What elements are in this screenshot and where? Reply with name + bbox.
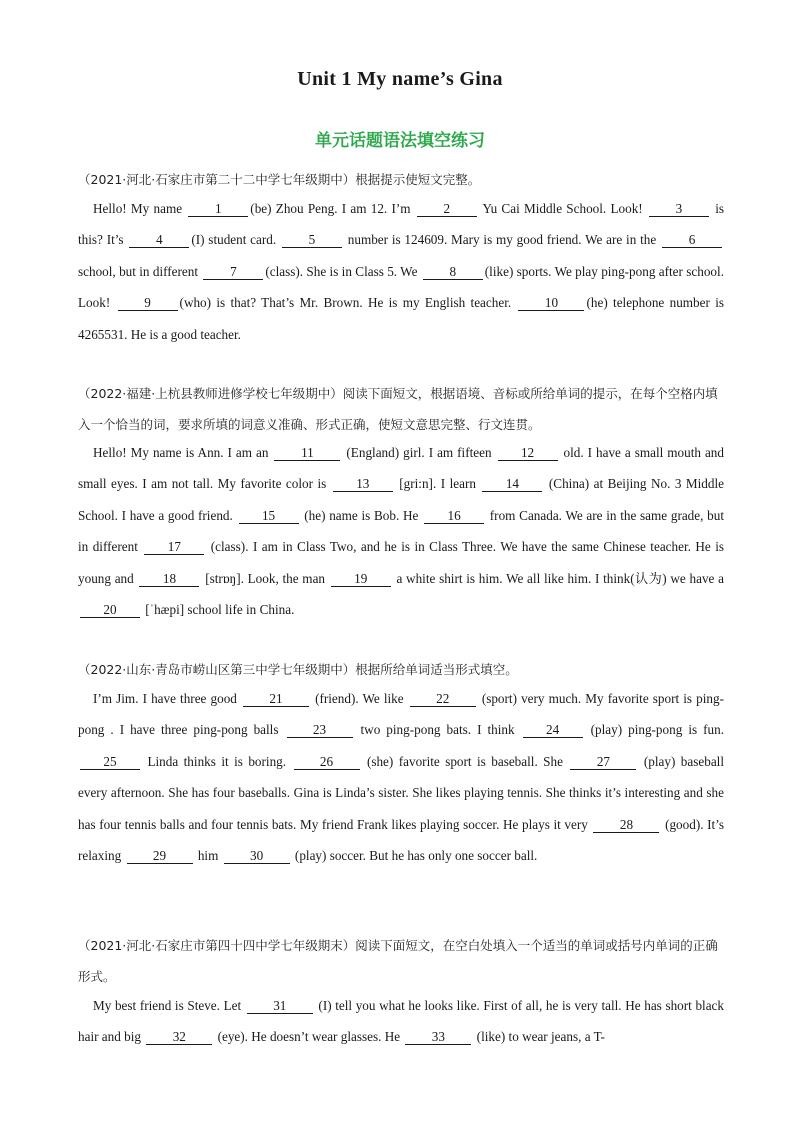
section-4-passage — [78, 990, 724, 1053]
passage-text: [ˈhæpi] school life in China. — [142, 602, 295, 618]
passage-text: (China) at Beijing No. 3 Middle School. I have a good friend. — [78, 476, 725, 523]
passage-text: him — [194, 848, 222, 864]
passage-text: (sport) very much. My favorite sport is ping-pong . I have three ping-pong balls — [78, 691, 724, 738]
blank-31[interactable]: 31 — [247, 998, 313, 1014]
passage-text: (friend). We like — [310, 691, 408, 706]
passage-text: (play) soccer. But he has only one soccer ball. — [291, 848, 538, 864]
passage-text: (who) is that? That’s Mr. Brown. He is my English teacher. — [179, 295, 517, 311]
passage-text: [strɒŋ]. Look, the man — [201, 570, 329, 586]
passage-text: (I) student card. — [191, 232, 280, 248]
passage-text: (be) Zhou Peng. I am 12. I’m — [250, 201, 415, 216]
blank-5[interactable]: 5 — [282, 232, 342, 248]
passage-text: (play) baseball every afternoon. She has four baseballs. Gina is Linda’s sister. She likes playing tennis. She thinks it’s interesting and she has four tennis balls and four tennis bats. My friend Frank likes playing soccer. He plays it very — [78, 753, 724, 832]
passage-text: [gri:n]. I learn — [394, 476, 481, 492]
passage-text: (England) girl. I am fifteen — [342, 445, 496, 460]
blank-24[interactable]: 24 — [523, 722, 583, 738]
blank-8[interactable]: 8 — [423, 264, 483, 280]
blank-17[interactable]: 17 — [144, 539, 204, 555]
passage-text: Hello! My name is Ann. I am an — [93, 445, 273, 460]
blank-11[interactable]: 11 — [274, 445, 340, 461]
passage-text: (he) name is Bob. He — [300, 507, 423, 523]
blank-30[interactable]: 30 — [224, 848, 290, 864]
passage-text: Linda thinks it is boring. — [142, 753, 292, 769]
blank-10[interactable]: 10 — [518, 295, 584, 311]
blank-2[interactable]: 2 — [417, 201, 477, 217]
blank-18[interactable]: 18 — [139, 571, 199, 587]
page-title: Unit 1 My name’s Gina — [297, 68, 503, 90]
blank-29[interactable]: 29 — [127, 848, 193, 864]
blank-6[interactable]: 6 — [662, 232, 722, 248]
passage-text: from Canada. We are in the same grade, but in different — [78, 507, 724, 555]
passage-text: (I) tell you what he looks like. First of all, he is very tall. He has short black hair and big — [78, 998, 725, 1045]
passage-text: Yu Cai Middle School. Look! — [478, 201, 647, 216]
passage-text: (she) favorite sport is baseball. She — [361, 753, 569, 769]
section-2-header: （2022·福建·上杭县教师进修学校七年级期中）阅读下面短文，根据语境、音标或所给单词的提示，在每个空格内填入一个恰当的词，要求所填的词意义准确、形式正确，使短文意思完整、行文连贯。 — [78, 386, 718, 432]
section-3-header: （2022·山东·青岛市崂山区第三中学七年级期中）根据所给单词适当形式填空。 — [78, 662, 518, 677]
blank-20[interactable]: 20 — [80, 602, 140, 618]
passage-text: (class). I am in Class Two, and he is in Class Three. We have the same Chinese teacher. He is young and — [78, 539, 725, 586]
passage-text: (play) ping-pong is fun. — [584, 722, 724, 738]
section-2-passage — [78, 437, 724, 625]
blank-15[interactable]: 15 — [239, 508, 299, 524]
passage-text: (like) to wear jeans, a T- — [473, 1029, 605, 1045]
passage-text: two ping-pong bats. I think — [354, 722, 521, 738]
passage-text: (like) sports. We play ping-pong after school. Look! — [78, 263, 724, 311]
passage-text: Hello! My name — [93, 201, 187, 216]
blank-27[interactable]: 27 — [570, 754, 636, 770]
blank-9[interactable]: 9 — [118, 295, 178, 311]
blank-14[interactable]: 14 — [482, 476, 542, 492]
passage-text: old. I have a small mouth and small eyes. I am not tall. My favorite color is — [78, 445, 724, 492]
blank-1[interactable]: 1 — [188, 201, 248, 217]
passage-text: I’m Jim. I have three good — [93, 691, 241, 706]
blank-13[interactable]: 13 — [333, 476, 393, 492]
blank-12[interactable]: 12 — [498, 445, 558, 461]
blank-4[interactable]: 4 — [129, 232, 189, 248]
blank-22[interactable]: 22 — [410, 691, 476, 707]
blank-25[interactable]: 25 — [80, 754, 140, 770]
section-3-passage — [78, 683, 724, 871]
passage-text: (eye). He doesn’t wear glasses. He — [214, 1029, 404, 1045]
blank-19[interactable]: 19 — [331, 571, 391, 587]
blank-16[interactable]: 16 — [424, 508, 484, 524]
blank-28[interactable]: 28 — [593, 817, 659, 833]
blank-26[interactable]: 26 — [294, 754, 360, 770]
section-1-header: （2021·河北·石家庄市第二十二中学七年级期中）根据提示使短文完整。 — [78, 172, 481, 187]
section-1-passage — [78, 193, 724, 350]
passage-text: school, but in different — [78, 263, 202, 279]
passage-text: My best friend is Steve. Let — [93, 998, 245, 1013]
passage-text: a white shirt is him. We all like him. I think(认为) we have a — [392, 570, 724, 586]
passage-text: (good). It’s relaxing — [78, 816, 725, 864]
blank-32[interactable]: 32 — [146, 1029, 212, 1045]
blank-23[interactable]: 23 — [287, 722, 353, 738]
blank-33[interactable]: 33 — [405, 1029, 471, 1045]
blank-7[interactable]: 7 — [203, 264, 263, 280]
section-4-header: （2021·河北·石家庄市第四十四中学七年级期末）阅读下面短文，在空白处填入一个适当的单词或括号内单词的正确形式。 — [78, 938, 718, 984]
passage-text: (class). She is in Class 5. We — [265, 263, 421, 279]
passage-text: (he) telephone number is 4265531. He is a good teacher. — [78, 295, 724, 342]
blank-21[interactable]: 21 — [243, 691, 309, 707]
page-subtitle: 单元话题语法填空练习 — [315, 131, 485, 151]
passage-text: number is 124609. Mary is my good friend. We are in the — [343, 232, 660, 248]
passage-text: is this? It’s — [78, 201, 724, 248]
blank-3[interactable]: 3 — [649, 201, 709, 217]
